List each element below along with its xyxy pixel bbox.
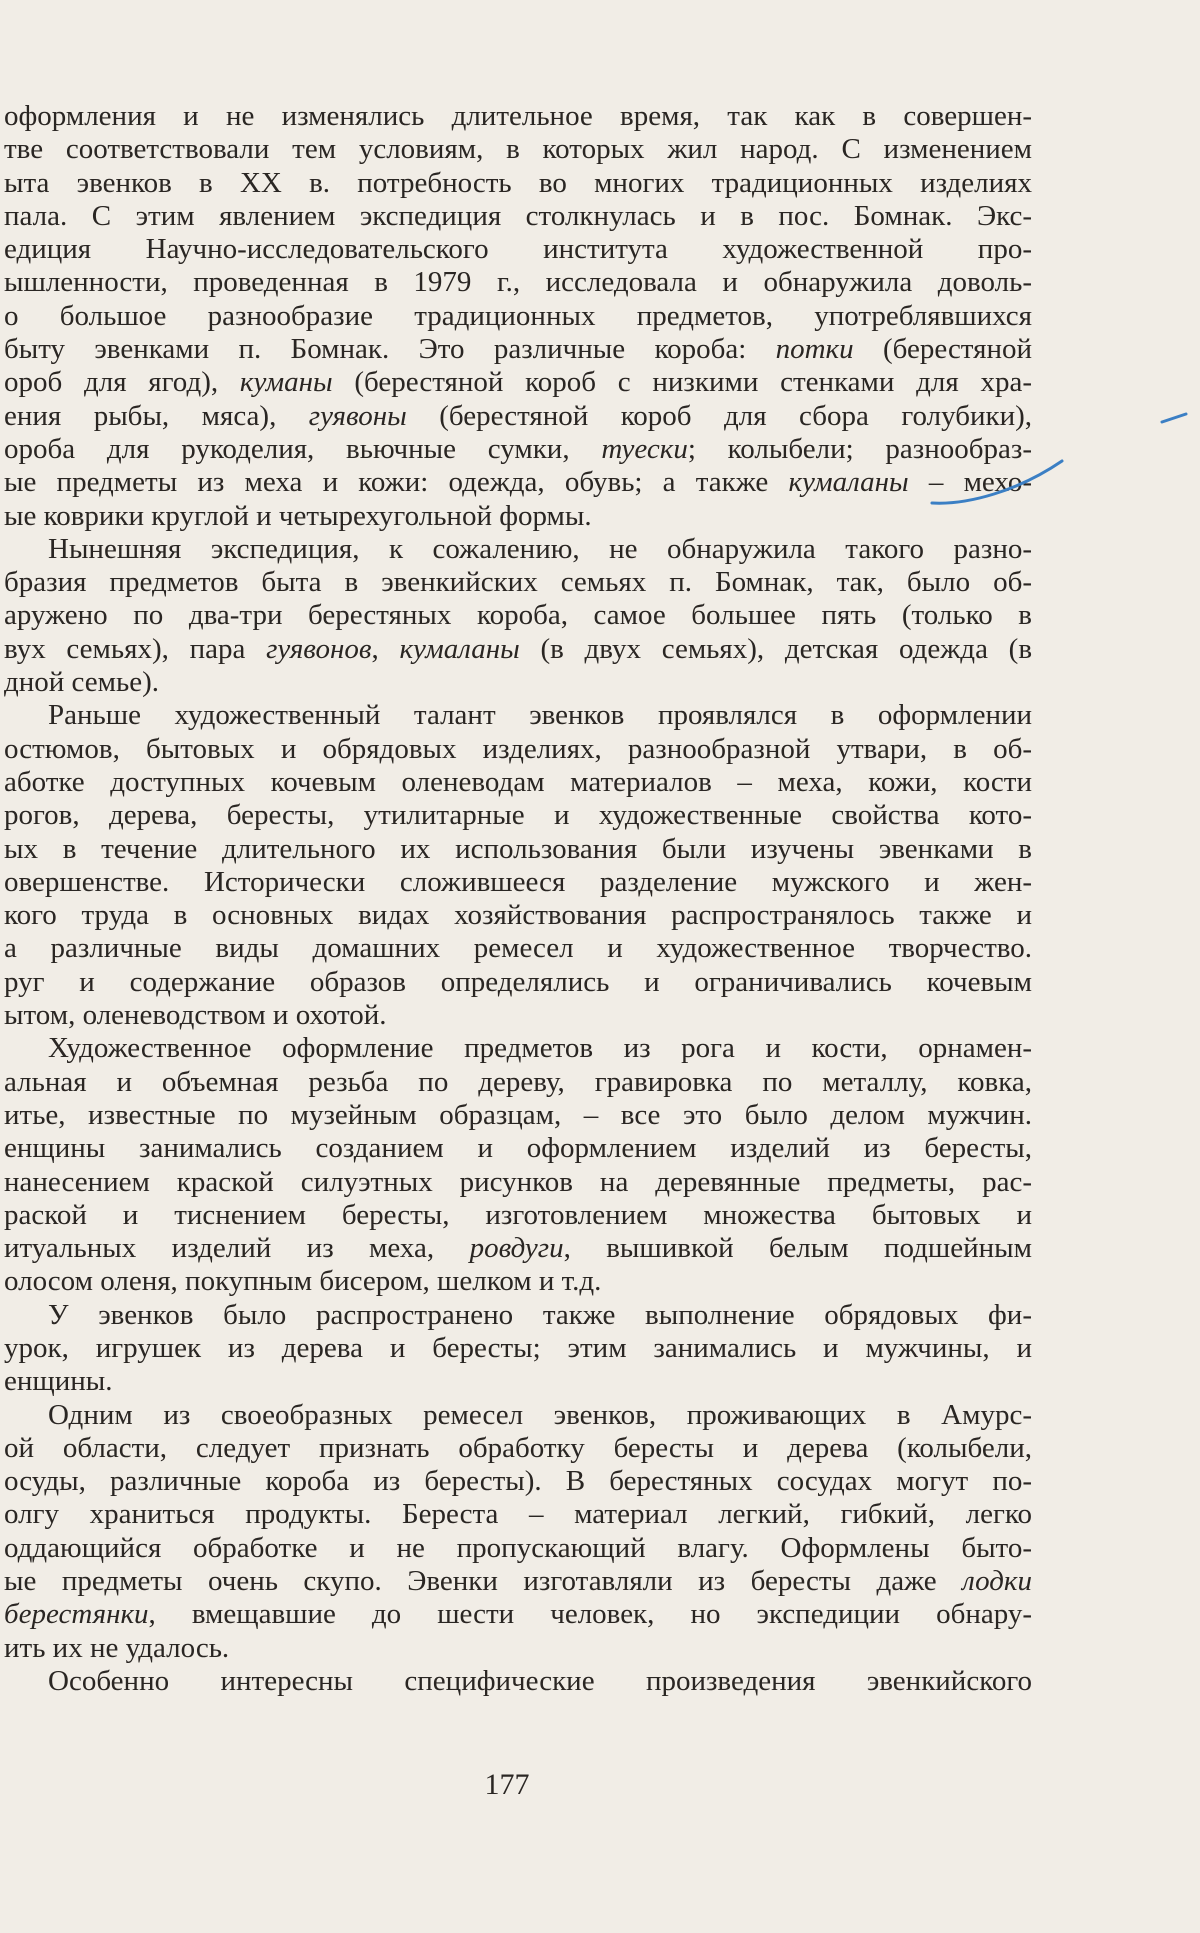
page-number: 177 [484,1768,530,1801]
text-line [4,533,1032,566]
text-line [4,932,1032,965]
italic-term: туески [601,432,688,465]
text-line [4,1332,1032,1365]
paragraph [4,1032,1032,1298]
text-line [4,1265,1032,1298]
italic-term: куманы [239,366,333,399]
text-segment: нанесением краской силуэтных рисунков на деревянные предметы, рас- [4,1165,1032,1198]
text-segment: ыта эвенков в XX в. потребность во многих традиционных изделиях [4,166,1032,199]
text-segment: быту эвенками п. Бомнак. Это различные короба: [4,333,776,366]
italic-term: лодки [962,1565,1032,1598]
text-line [4,1299,1032,1332]
text-segment: ытом, оленеводством и охотой. [4,999,387,1032]
text-line [4,1532,1032,1565]
text-line [4,1199,1032,1232]
text-segment: (берестяной короб с низкими стенками для хра- [332,366,1032,399]
italic-term: берестянки [4,1598,149,1631]
text-line [4,433,1032,466]
text-line [4,733,1032,766]
text-line [4,266,1032,299]
text-segment: оддающийся обработке и не пропускающий влагу. Оформлены быто- [4,1531,1032,1564]
text-line [4,133,1032,166]
text-line [4,1632,1032,1665]
text-segment: кого труда в основных видах хозяйствования распространялось также и [4,899,1032,932]
text-segment: (берестяной [853,333,1032,366]
text-segment: ые предметы из меха и кожи: одежда, обувь; а также [4,466,789,499]
text-line [4,899,1032,932]
text-line [4,500,1032,533]
text-line [4,766,1032,799]
text-segment: руг и содержание образов определялись и ограничивались кочевым [4,965,1032,998]
text-segment: оформления и не изменялись длительное время, так как в совершен- [4,100,1032,132]
text-line [4,1166,1032,1199]
text-segment: Художественное оформление предметов из рога и кости, орнамен- [48,1032,1032,1065]
paragraph [4,1399,1032,1665]
text-line [4,599,1032,632]
text-segment: ить их не удалось. [4,1631,230,1664]
italic-term: потки [775,333,854,366]
text-line [4,1066,1032,1099]
pen-mark-dash [1160,408,1190,428]
text-segment: итуальных изделий из меха, [4,1232,470,1265]
text-line [4,100,1032,133]
text-segment: ышленности, проведенная в 1979 г., исследовала и обнаружила доволь- [4,266,1032,299]
text-segment: енщины. [4,1365,113,1398]
text-segment: ые коврики круглой и четырехугольной формы. [4,499,592,532]
italic-term: гуявонов [266,632,372,665]
text-line [4,200,1032,233]
text-line [4,799,1032,832]
text-segment: Одним из своеобразных ремесел эвенков, проживающих в Амурс- [48,1398,1032,1431]
text-segment: енщины занимались созданием и оформлением изделий из бересты, [4,1132,1032,1165]
text-segment: овершенстве. Исторически сложившееся разделение мужского и жен- [4,865,1032,898]
paragraph [4,1299,1032,1399]
text-line [4,466,1032,499]
text-line [4,333,1032,366]
text-segment: вух семьях), пара [4,632,267,665]
text-segment: У эвенков было распространено также выполнение обрядовых фи- [48,1298,1032,1331]
text-segment: олгу храниться продукты. Береста – материал легкий, гибкий, легко [4,1498,1032,1531]
text-segment: пала. С этим явлением экспедиция столкнулась и в пос. Бомнак. Экс- [4,199,1032,232]
italic-term: ровдуги [469,1232,564,1265]
text-line [4,366,1032,399]
paragraph [4,533,1032,699]
text-segment: урок, игрушек из дерева и бересты; этим занимались и мужчины, и [4,1331,1032,1364]
text-segment: бразия предметов быта в эвенкийских семьях п. Бомнак, так, было об- [4,566,1032,599]
text-line [4,1032,1032,1065]
text-segment: ых в течение длительного их использования были изучены эвенками в [4,832,1032,865]
text-segment: альная и объемная резьба по дереву, гравировка по металлу, ковка, [4,1065,1032,1098]
text-line [4,233,1032,266]
paragraph [4,1665,1032,1698]
text-segment: ой области, следует признать обработку бересты и дерева (колыбели, [4,1431,1032,1464]
text-segment: осуды, различные короба из бересты). В берестяных сосудах могут по- [4,1465,1032,1498]
text-segment: ороб для ягод), [4,366,240,399]
text-segment: , [371,632,400,665]
text-segment: Особенно интересны специфические произведения эвенкийского [48,1664,1032,1697]
text-segment: Раньше художественный талант эвенков проявлялся в оформлении [48,699,1032,732]
italic-term: гуявоны [308,399,407,432]
text-line [4,1132,1032,1165]
text-line [4,167,1032,200]
text-line [4,1665,1032,1698]
text-segment: дной семье). [4,666,159,699]
text-segment: остюмов, бытовых и обрядовых изделиях, разнообразной утвари, в об- [4,732,1032,765]
text-segment: ые предметы очень скупо. Эвенки изготавляли из бересты даже [4,1565,963,1598]
text-line [4,699,1032,732]
text-line [4,666,1032,699]
text-line [4,1099,1032,1132]
text-segment: ороба для рукоделия, вьючные сумки, [4,432,602,465]
text-segment: рогов, дерева, бересты, утилитарные и художественные свойства кото- [4,799,1032,832]
text-line [4,633,1032,666]
text-segment: раской и тиснением бересты, изготовлением множества бытовых и [4,1198,1032,1231]
text-line [4,1232,1032,1265]
text-segment: – мехо- [908,466,1032,499]
text-segment: итье, известные по музейным образцам, – все это было делом мужчин. [4,1098,1032,1131]
text-segment: (берестяной короб для сбора голубики), [406,399,1033,432]
text-line [4,1399,1032,1432]
text-line [4,1498,1032,1531]
text-segment: о большое разнообразие традиционных предметов, употреблявшихся [4,299,1032,332]
text-segment: (в двух семьях), детская одежда (в [519,632,1033,665]
italic-term: кумаланы [788,466,909,499]
text-segment: ; колыбели; разнообраз- [687,432,1032,465]
text-segment: ения рыбы, мяса), [4,399,309,432]
text-segment: , вмещавшие до шести человек, но экспедиции обнару- [148,1598,1032,1631]
italic-term: кумаланы [399,632,520,665]
text-line [4,300,1032,333]
text-segment: а различные виды домашних ремесел и художественное творчество. [4,932,1032,965]
text-segment: едиция Научно-исследовательского института художественной про- [4,233,1032,266]
text-line [4,866,1032,899]
text-line [4,1565,1032,1598]
paragraph [4,699,1032,1032]
text-segment: аружено по два-три берестяных короба, самое большее пять (только в [4,599,1032,632]
text-line [4,966,1032,999]
text-segment: Нынешняя экспедиция, к сожалению, не обнаружила такого разно- [48,532,1032,565]
text-line [4,566,1032,599]
text-segment: тве соответствовали тем условиям, в которых жил народ. С изменением [4,133,1032,166]
text-segment: , вышивкой белым подшейным [563,1232,1032,1265]
text-segment: аботке доступных кочевым оленеводам материалов – меха, кожи, кости [4,765,1032,798]
text-line [4,1598,1032,1631]
text-line [4,999,1032,1032]
body-text [4,100,1032,1698]
paragraph [4,100,1032,533]
text-line [4,400,1032,433]
text-segment: олосом оленя, покупным бисером, шелком и т.д. [4,1265,602,1298]
text-line [4,1432,1032,1465]
text-line [4,1465,1032,1498]
text-line [4,1365,1032,1398]
text-line [4,833,1032,866]
